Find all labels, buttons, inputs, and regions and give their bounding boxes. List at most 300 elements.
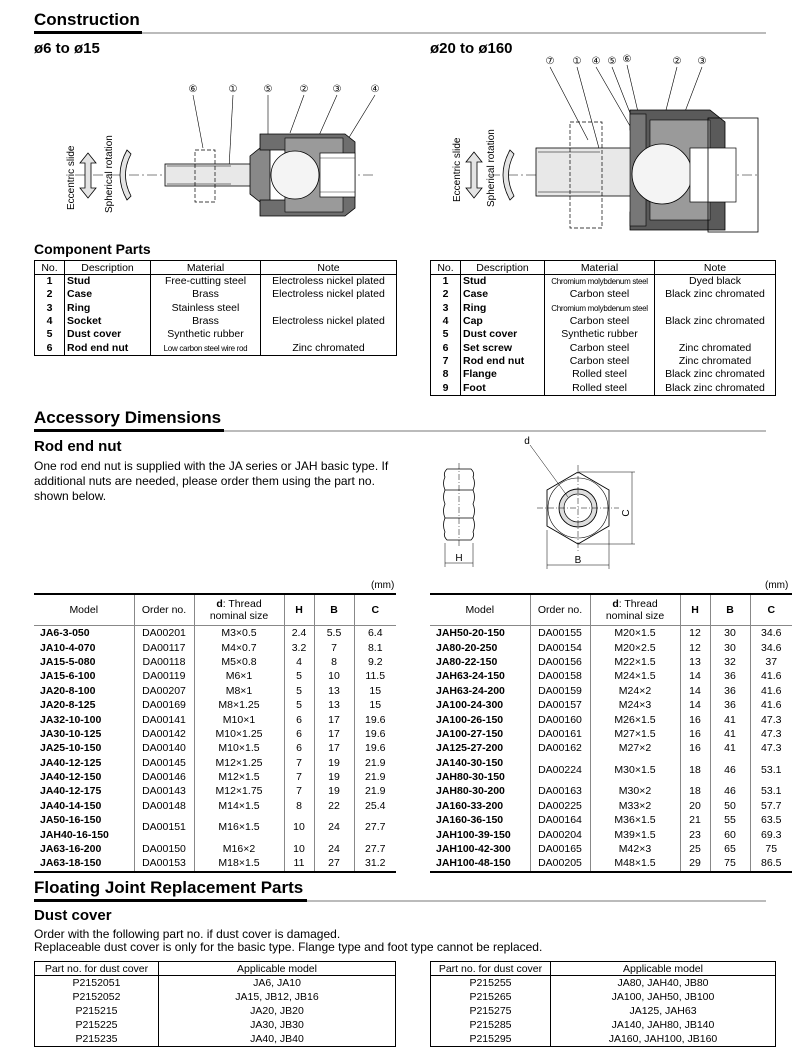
cell-c: 27.7: [354, 842, 396, 856]
part-no: 5: [35, 328, 65, 341]
part-material: Rolled steel: [545, 381, 655, 395]
col-model: Model: [430, 594, 530, 626]
cell-order: DA00117: [134, 640, 194, 654]
cell-c: 8.1: [354, 640, 396, 654]
cell-order: DA00225: [530, 799, 590, 813]
table-row: [35, 976, 396, 991]
part-description: Rod end nut: [65, 341, 151, 355]
part-description: Dust cover: [461, 328, 545, 341]
dust-cover-note-1: Order with the following part no. if dust cover is damaged.: [34, 927, 341, 941]
table-row: [431, 341, 776, 354]
table-row: [430, 784, 792, 798]
model-cell: JAH100-48-150: [430, 856, 530, 871]
dust-cover-table-left: [34, 961, 396, 1047]
cell-c: 75: [750, 842, 792, 856]
part-no: 8: [431, 368, 461, 381]
part-number: P2152051: [35, 976, 159, 991]
part-material: Brass: [151, 315, 261, 328]
part-material: Free-cutting steel: [151, 275, 261, 289]
title-rule: [307, 900, 766, 902]
col-description: Description: [65, 261, 151, 275]
model-cell: JA100-26-150: [430, 712, 530, 726]
model-cell: JA40-14-150: [34, 799, 134, 813]
cell-d: M27×1.5: [590, 727, 680, 741]
cell-b: 17: [314, 727, 354, 741]
cell-d: M18×1.5: [194, 856, 284, 871]
callout-1: ①: [228, 84, 238, 95]
construction-title: Construction: [34, 10, 140, 29]
col-part-no: Part no. for dust cover: [35, 962, 159, 976]
applicable-models: JA20, JB20: [159, 1004, 396, 1018]
part-description: Dust cover: [65, 328, 151, 341]
cell-d: M10×1: [194, 712, 284, 726]
cell-h: 16: [680, 741, 710, 755]
table-row: [35, 315, 397, 328]
model-cell: JAH80-30-200: [430, 784, 530, 798]
table-row: [35, 1004, 396, 1018]
table-row: [34, 799, 396, 813]
cell-order: DA00143: [134, 784, 194, 798]
callout-6: ⑥: [622, 54, 632, 65]
part-no: 5: [431, 328, 461, 341]
callout-5: ⑤: [607, 56, 617, 67]
part-material: Rolled steel: [545, 368, 655, 381]
cell-b: 13: [314, 698, 354, 712]
model-cell: JAH100-39-150: [430, 827, 530, 841]
cell-order: DA00153: [134, 856, 194, 871]
cell-order: DA00163: [530, 784, 590, 798]
cell-order: DA00145: [134, 756, 194, 770]
model-cell: JAH63-24-150: [430, 669, 530, 683]
rod-end-nut-title: Rod end nut: [34, 438, 122, 455]
table-row: [431, 1018, 776, 1032]
large-size-label: ø20 to ø160: [430, 40, 513, 57]
title-rule: [142, 32, 766, 34]
part-description: Stud: [65, 275, 151, 289]
cell-c: 9.2: [354, 655, 396, 669]
cell-d: M12×1.25: [194, 756, 284, 770]
part-number: P215295: [431, 1032, 551, 1047]
table-row: [34, 770, 396, 784]
part-note: Zinc chromated: [655, 341, 776, 354]
cell-h: 16: [680, 712, 710, 726]
cell-d: M10×1.5: [194, 741, 284, 755]
cell-order: DA00140: [134, 741, 194, 755]
cell-c: 47.3: [750, 741, 792, 755]
model-cell: JAH40-16-150: [40, 828, 109, 841]
cell-b: 24: [314, 842, 354, 856]
cell-b: 17: [314, 712, 354, 726]
cell-b: 41: [710, 727, 750, 741]
cell-b: 60: [710, 827, 750, 841]
cell-d: M5×0.8: [194, 655, 284, 669]
dust-cover-table-right: [430, 961, 776, 1047]
cell-h: 2.4: [284, 626, 314, 641]
cell-order: DA00154: [530, 640, 590, 654]
part-description: Socket: [65, 315, 151, 328]
unit-label: (mm): [765, 580, 789, 591]
cell-order: DA00150: [134, 842, 194, 856]
part-material: Carbon steel: [545, 341, 655, 354]
dim-b-label: B: [574, 555, 582, 566]
part-note: Dyed black: [655, 275, 776, 289]
cell-c: 86.5: [750, 856, 792, 871]
cell-d: M14×1.5: [194, 799, 284, 813]
table-row: [34, 784, 396, 798]
col-no: No.: [431, 261, 461, 275]
cell-h: 14: [680, 684, 710, 698]
cell-order: DA00207: [134, 684, 194, 698]
part-number: P215265: [431, 990, 551, 1004]
callout-3: ③: [697, 56, 707, 67]
cell-c: 47.3: [750, 712, 792, 726]
applicable-models: JA15, JB12, JB16: [159, 990, 396, 1004]
cell-b: 17: [314, 741, 354, 755]
part-note: Black zinc chromated: [655, 315, 776, 328]
cell-order: DA00160: [530, 712, 590, 726]
cell-d: M30×1.5: [590, 756, 680, 785]
part-no: 3: [431, 302, 461, 315]
table-row: [34, 813, 396, 827]
part-number: P215275: [431, 1004, 551, 1018]
model-cell: JA25-10-150: [34, 741, 134, 755]
cell-order: DA00148: [134, 799, 194, 813]
part-no: 2: [35, 288, 65, 301]
table-row: [34, 727, 396, 741]
cell-h: 25: [680, 842, 710, 856]
rod-end-nut-drawing: [425, 435, 635, 575]
col-material: Material: [151, 261, 261, 275]
model-cell: JA15-5-080: [34, 655, 134, 669]
cell-b: 22: [314, 799, 354, 813]
cell-b: 36: [710, 684, 750, 698]
cell-d: M30×2: [590, 784, 680, 798]
part-number: P215215: [35, 1004, 159, 1018]
part-no: 4: [35, 315, 65, 328]
part-description: Flange: [461, 368, 545, 381]
model-cell: JA80-22-150: [430, 655, 530, 669]
cell-c: 41.6: [750, 684, 792, 698]
callout-1: ①: [572, 56, 582, 67]
model-cell: JA40-12-150: [34, 770, 134, 784]
rod-end-nut-description: One rod end nut is supplied with the JA series or JAH basic type. If additional nuts are needed, please order them using the part no. shown below.: [34, 459, 389, 503]
cell-b: 8: [314, 655, 354, 669]
table-row: [431, 328, 776, 341]
cell-c: 69.3: [750, 827, 792, 841]
part-note: [261, 302, 397, 315]
part-material: Carbon steel: [545, 355, 655, 368]
cell-c: 27.7: [354, 813, 396, 842]
col-h: H: [284, 594, 314, 626]
cell-h: 4: [284, 655, 314, 669]
table-row: [430, 640, 792, 654]
cell-c: 31.2: [354, 856, 396, 871]
cell-c: 21.9: [354, 770, 396, 784]
cell-h: 7: [284, 770, 314, 784]
col-c: C: [750, 594, 792, 626]
dust-cover-note-2: Replaceable dust cover is only for the basic type. Flange type and foot type cannot be replaced.: [34, 940, 543, 954]
cell-d: M42×3: [590, 842, 680, 856]
part-number: P2152052: [35, 990, 159, 1004]
part-description: Case: [65, 288, 151, 301]
part-note: Electroless nickel plated: [261, 288, 397, 301]
component-parts-title: Component Parts: [34, 241, 151, 257]
cell-d: M3×0.5: [194, 626, 284, 641]
table-row: [35, 1032, 396, 1047]
model-cell: JA63-16-200: [34, 842, 134, 856]
cell-h: 10: [284, 842, 314, 856]
cell-b: 41: [710, 712, 750, 726]
model-cell: JA160-36-150: [430, 813, 530, 827]
cell-d: M24×2: [590, 684, 680, 698]
dim-d-label: d: [524, 436, 530, 447]
model-cell: JA32-10-100: [34, 712, 134, 726]
cell-h: 6: [284, 712, 314, 726]
part-no: 6: [35, 341, 65, 355]
part-description: Foot: [461, 381, 545, 395]
table-row: [430, 827, 792, 841]
cell-b: 46: [710, 784, 750, 798]
cell-order: DA00162: [530, 741, 590, 755]
cell-order: DA00204: [530, 827, 590, 841]
cell-d: M12×1.75: [194, 784, 284, 798]
table-row: [430, 856, 792, 871]
callout-6: ⑥: [188, 84, 198, 95]
cell-order: DA00158: [530, 669, 590, 683]
rod-end-nut-table-left: [34, 593, 396, 873]
cell-d: M12×1.5: [194, 770, 284, 784]
cell-h: 12: [680, 626, 710, 641]
callout-5: ⑤: [263, 84, 273, 95]
cell-d: M27×2: [590, 741, 680, 755]
model-cell: JAH50-20-150: [430, 626, 530, 641]
model-cell: JA80-20-250: [430, 640, 530, 654]
cell-b: 55: [710, 813, 750, 827]
cell-b: 7: [314, 640, 354, 654]
table-row: [431, 355, 776, 368]
cell-b: 13: [314, 684, 354, 698]
part-material: Carbon steel: [545, 315, 655, 328]
cell-order: DA00169: [134, 698, 194, 712]
cell-c: 53.1: [750, 784, 792, 798]
col-description: Description: [461, 261, 545, 275]
part-number: P215255: [431, 976, 551, 991]
cell-c: 41.6: [750, 698, 792, 712]
cell-h: 5: [284, 684, 314, 698]
cell-b: 50: [710, 799, 750, 813]
table-row: [34, 669, 396, 683]
model-cell: JA40-12-175: [34, 784, 134, 798]
table-row: [431, 1004, 776, 1018]
callout-2: ②: [299, 84, 309, 95]
table-row: [430, 813, 792, 827]
construction-drawing-large: [450, 52, 780, 238]
model-cell: JA63-18-150: [34, 856, 134, 871]
cell-c: 37: [750, 655, 792, 669]
part-note: [655, 302, 776, 315]
part-note: [261, 328, 397, 341]
col-thread: d: Thread nominal size: [194, 594, 284, 626]
model-cell: JAH100-42-300: [430, 842, 530, 856]
cell-b: 5.5: [314, 626, 354, 641]
cell-h: 5: [284, 698, 314, 712]
callout-4: ④: [370, 84, 380, 95]
part-no: 7: [431, 355, 461, 368]
table-row: [34, 741, 396, 755]
applicable-models: JA125, JAH63: [551, 1004, 776, 1018]
part-note: Zinc chromated: [655, 355, 776, 368]
cell-h: 8: [284, 799, 314, 813]
table-row: [430, 741, 792, 755]
part-description: Cap: [461, 315, 545, 328]
cell-c: 57.7: [750, 799, 792, 813]
spherical-rotation-label: Spherical rotation: [104, 135, 115, 213]
cell-c: 63.5: [750, 813, 792, 827]
applicable-models: JA40, JB40: [159, 1032, 396, 1047]
cell-order: DA00146: [134, 770, 194, 784]
cell-order: DA00156: [530, 655, 590, 669]
applicable-models: JA140, JAH80, JB140: [551, 1018, 776, 1032]
cell-order: DA00155: [530, 626, 590, 641]
cell-d: M16×2: [194, 842, 284, 856]
cell-h: 14: [680, 698, 710, 712]
dim-h-label: H: [455, 553, 463, 564]
part-note: Black zinc chromated: [655, 288, 776, 301]
model-cell: JA160-33-200: [430, 799, 530, 813]
cell-order: DA00151: [134, 813, 194, 842]
callout-7: ⑦: [545, 56, 555, 67]
table-row: [431, 275, 776, 289]
callout-3: ③: [332, 84, 342, 95]
cell-d: M10×1.25: [194, 727, 284, 741]
model-cell: JA125-27-200: [430, 741, 530, 755]
cell-c: 19.6: [354, 741, 396, 755]
cell-h: 23: [680, 827, 710, 841]
cell-d: M8×1.25: [194, 698, 284, 712]
cell-b: 32: [710, 655, 750, 669]
table-row: [34, 640, 396, 654]
cell-h: 14: [680, 669, 710, 683]
cell-d: M24×3: [590, 698, 680, 712]
table-row: [430, 712, 792, 726]
eccentric-slide-label: Eccentric slide: [66, 145, 77, 210]
col-note: Note: [655, 261, 776, 275]
table-row: [431, 990, 776, 1004]
table-row: [431, 1032, 776, 1047]
part-no: 4: [431, 315, 461, 328]
table-row: [430, 842, 792, 856]
cell-b: 30: [710, 626, 750, 641]
cell-h: 11: [284, 856, 314, 871]
table-row: [34, 684, 396, 698]
table-row: [431, 976, 776, 991]
replacement-title: Floating Joint Replacement Parts: [34, 878, 304, 897]
cell-order: DA00119: [134, 669, 194, 683]
cell-order: DA00157: [530, 698, 590, 712]
col-b: B: [710, 594, 750, 626]
cell-c: 11.5: [354, 669, 396, 683]
cell-b: 19: [314, 756, 354, 770]
eccentric-arrow-icon: [466, 152, 482, 198]
applicable-models: JA160, JAH100, JB160: [551, 1032, 776, 1047]
dust-cover-title: Dust cover: [34, 907, 112, 924]
table-row: [34, 626, 396, 641]
cell-c: 6.4: [354, 626, 396, 641]
component-parts-table-large: [430, 260, 776, 396]
table-row: [35, 275, 397, 289]
cell-c: 21.9: [354, 784, 396, 798]
cell-h: 29: [680, 856, 710, 871]
table-row: [430, 655, 792, 669]
col-c: C: [354, 594, 396, 626]
cell-c: 34.6: [750, 626, 792, 641]
table-row: [35, 328, 397, 341]
title-underline: [34, 31, 142, 34]
cell-c: 15: [354, 698, 396, 712]
model-cell: JA10-4-070: [34, 640, 134, 654]
model-cell: JA140-30-150: [430, 756, 530, 770]
callout-4: ④: [591, 56, 601, 67]
model-cell: JAH63-24-200: [430, 684, 530, 698]
cell-d: M20×2.5: [590, 640, 680, 654]
col-note: Note: [261, 261, 397, 275]
part-description: Rod end nut: [461, 355, 545, 368]
part-description: Ring: [461, 302, 545, 315]
dim-c-label: C: [621, 509, 632, 517]
cell-h: 5: [284, 669, 314, 683]
model-cell: JA20-8-100: [34, 684, 134, 698]
table-row: [35, 1018, 396, 1032]
part-number: P215225: [35, 1018, 159, 1032]
model-cell: JAH80-30-150: [436, 771, 505, 784]
part-no: 9: [431, 381, 461, 395]
cell-h: 12: [680, 640, 710, 654]
small-size-label: ø6 to ø15: [34, 40, 100, 57]
cell-order: DA00161: [530, 727, 590, 741]
cell-b: 36: [710, 669, 750, 683]
cell-d: M48×1.5: [590, 856, 680, 871]
applicable-models: JA80, JAH40, JB80: [551, 976, 776, 991]
table-row: [34, 712, 396, 726]
table-row: [431, 315, 776, 328]
cell-c: 25.4: [354, 799, 396, 813]
col-order-no: Order no.: [134, 594, 194, 626]
part-note: Electroless nickel plated: [261, 315, 397, 328]
cell-h: 18: [680, 756, 710, 785]
model-cell: JA40-12-125: [34, 756, 134, 770]
col-part-no: Part no. for dust cover: [431, 962, 551, 976]
cell-order: DA00118: [134, 655, 194, 669]
table-row: [430, 669, 792, 683]
cell-d: M24×1.5: [590, 669, 680, 683]
cell-d: M20×1.5: [590, 626, 680, 641]
table-row: [430, 756, 792, 770]
table-row: [34, 756, 396, 770]
part-number: P215285: [431, 1018, 551, 1032]
table-row: [35, 302, 397, 315]
part-material: Chromium molybdenum steel: [545, 275, 655, 289]
cell-order: DA00165: [530, 842, 590, 856]
cell-b: 46: [710, 756, 750, 785]
cell-h: 10: [284, 813, 314, 842]
eccentric-arrow-icon: [80, 153, 96, 198]
cell-b: 36: [710, 698, 750, 712]
cell-d: M6×1: [194, 669, 284, 683]
cell-c: 21.9: [354, 756, 396, 770]
col-no: No.: [35, 261, 65, 275]
component-parts-table-small: [34, 260, 397, 356]
cell-h: 6: [284, 727, 314, 741]
